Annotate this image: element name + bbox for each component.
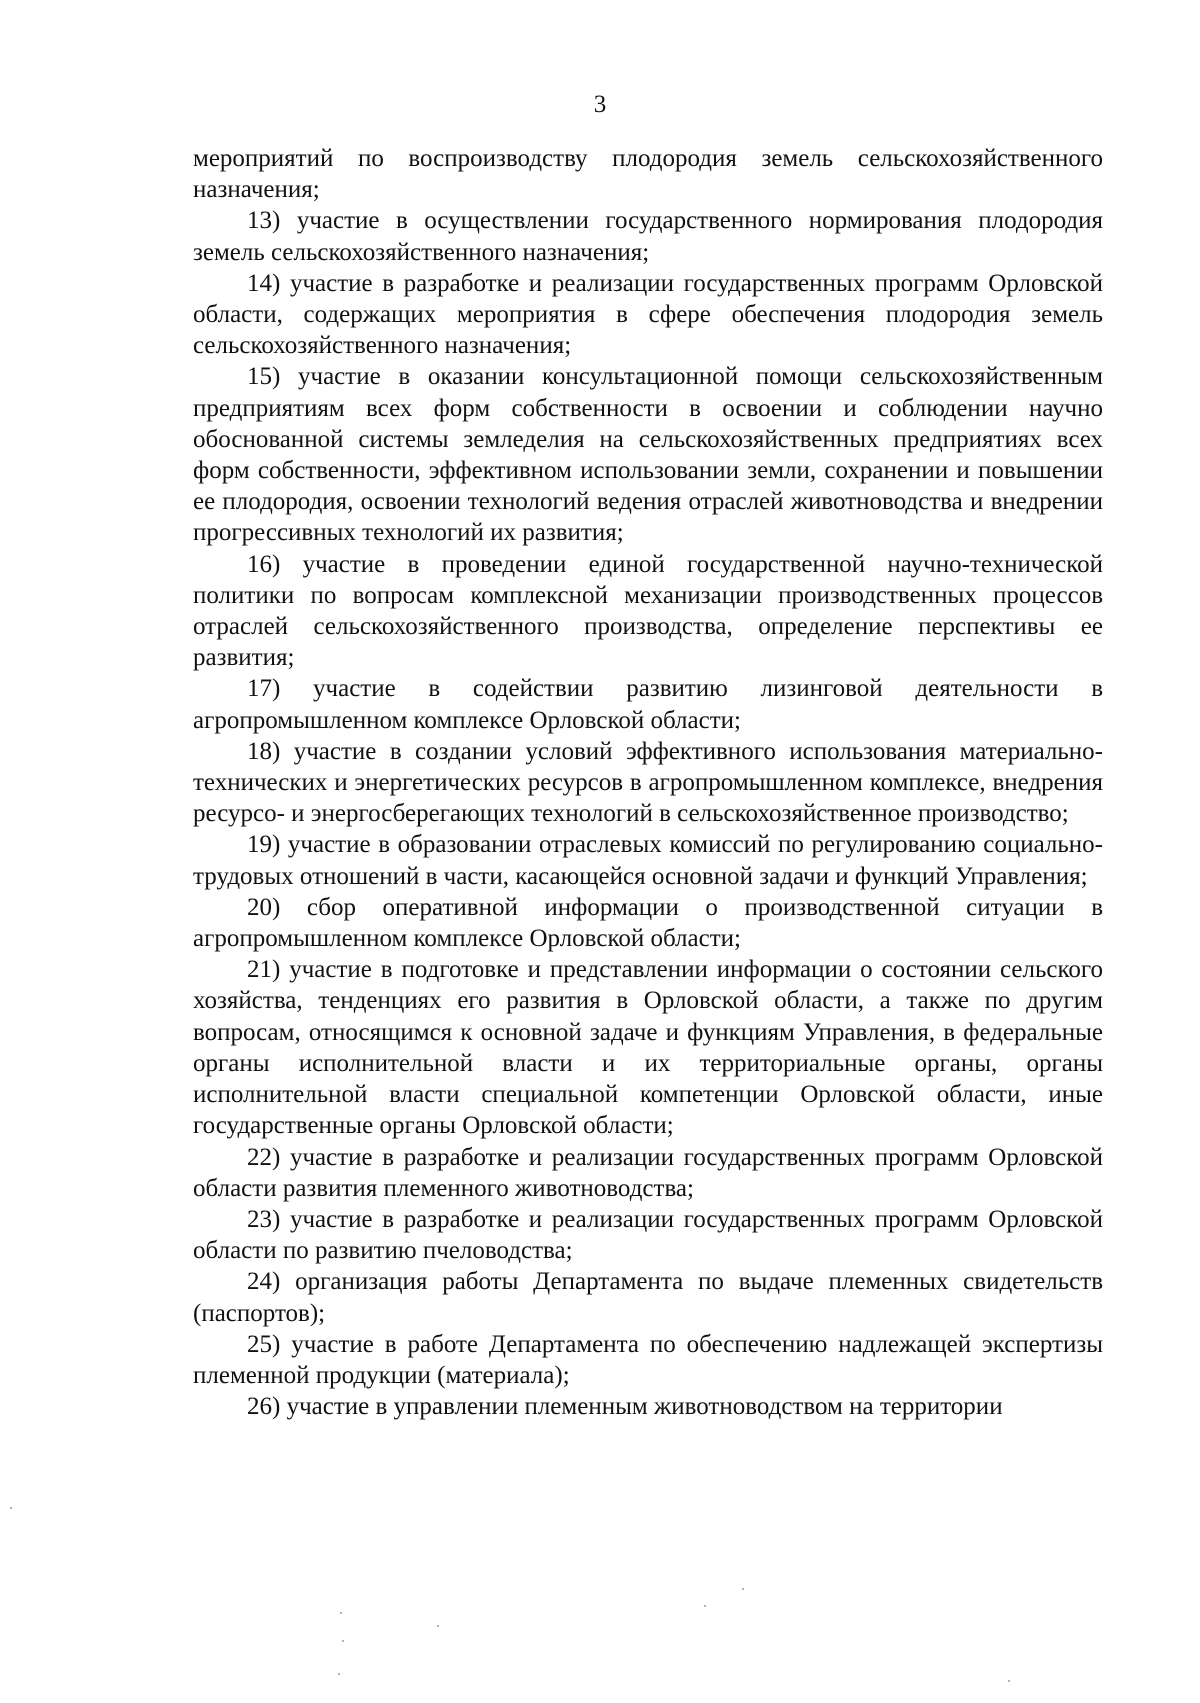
scan-speck — [704, 1605, 706, 1607]
scan-speck — [342, 1640, 344, 1642]
scan-speck — [437, 1625, 439, 1627]
scan-speck — [742, 1588, 744, 1590]
paragraph-continuation: мероприятий по воспроизводству плодородия земель сельскохозяйственного назначения; — [193, 145, 1103, 204]
list-item-21: 21) участие в подготовке и представлении информации о состоянии сельского хозяйства, тенденциях его развития в Орловской области, а также по другим вопросам, относящимся к основной задаче и функциям Управления, в федеральные органы исполнительной власти и их территориальные органы, органы исполнительной власти специальной компетенции Орловской области, иные государственные органы Орловской области; — [193, 956, 1103, 1140]
list-item-17: 17) участие в содействии развитию лизинговой деятельности в агропромышленном комплексе Орловской области; — [193, 675, 1103, 734]
list-item-19: 19) участие в образовании отраслевых комиссий по регулированию социально-трудовых отношений в части, касающейся основной задачи и функций Управления; — [193, 831, 1103, 890]
list-item-22: 22) участие в разработке и реализации государственных программ Орловской области развития племенного животноводства; — [193, 1143, 1103, 1202]
scan-speck — [10, 1507, 12, 1509]
list-item-15: 15) участие в оказании консультационной помощи сельскохозяйственным предприятиям всех форм собственности в освоении и соблюдении научно обоснованной системы земледелия на сельскохозяйственных предприятиях всех форм собственности, эффективном использовании земли, сохранении и повышении ее плодородия, освоении технологий ведения отраслей животноводства и внедрении прогрессивных технологий их развития; — [193, 363, 1103, 547]
list-item-23: 23) участие в разработке и реализации государственных программ Орловской области по развитию пчеловодства; — [193, 1205, 1103, 1265]
list-item-25: 25) участие в работе Департамента по обеспечению надлежащей экспертизы племенной продукции (материала); — [193, 1330, 1103, 1389]
document-body — [193, 143, 1103, 1422]
list-item-13: 13) участие в осуществлении государственного нормирования плодородия земель сельскохозяйственного назначения; — [193, 207, 1103, 266]
list-item-16: 16) участие в проведении единой государственной научно-технической политики по вопросам комплексной механизации производственных процессов отраслей сельскохозяйственного производства, определение перспективы ее развития; — [193, 550, 1103, 672]
list-item-14: 14) участие в разработке и реализации государственных программ Орловской области, содержащих мероприятия в сфере обеспечения плодородия земель сельскохозяйственного назначения; — [193, 269, 1103, 360]
list-item-18: 18) участие в создании условий эффективного использования материально-технических и энергетических ресурсов в агропромышленном комплексе, внедрения ресурсо- и энергосберегающих технологий в сельскохозяйственное производство; — [193, 737, 1103, 828]
scan-speck — [340, 1612, 342, 1614]
page-number: 3 — [593, 91, 607, 118]
list-item-24: 24) организация работы Департамента по выдаче племенных свидетельств (паспортов); — [193, 1268, 1103, 1327]
scan-speck — [1008, 1680, 1010, 1682]
scan-speck — [338, 1673, 340, 1675]
list-item-20: 20) сбор оперативной информации о производственной ситуации в агропромышленном комплексе Орловской области; — [193, 893, 1103, 953]
list-item-26: 26) участие в управлении племенным животноводством на территории — [247, 1393, 1003, 1421]
